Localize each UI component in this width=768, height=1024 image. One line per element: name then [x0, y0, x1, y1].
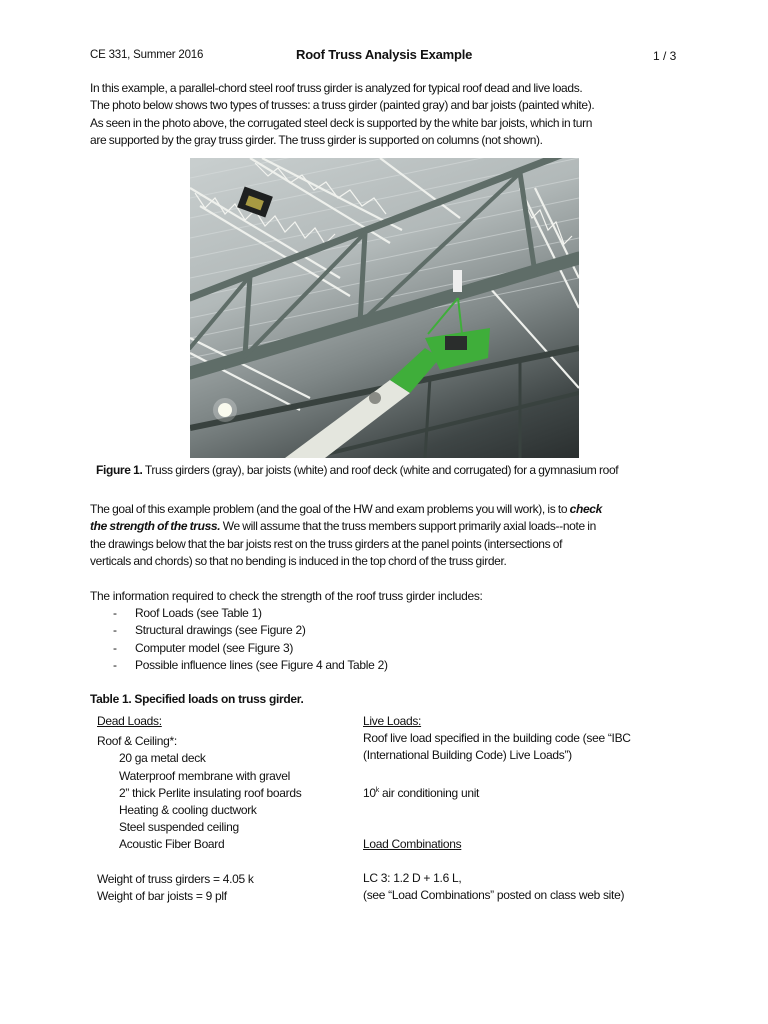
figure-1-photo: [190, 158, 579, 458]
list-item: - Possible influence lines (see Figure 4 and Table 2): [90, 657, 483, 674]
bullet-dash: -: [113, 657, 117, 672]
intro-paragraph: [90, 80, 594, 149]
dead-load-item: Acoustic Fiber Board: [119, 837, 225, 852]
dead-load-item: Steel suspended ceiling: [119, 820, 239, 835]
load-combinations-heading: Load Combinations: [363, 836, 462, 851]
joist-weight: Weight of bar joists = 9 plf: [97, 888, 227, 903]
dead-loads-heading: Dead Loads:: [97, 714, 162, 728]
caption-text: Truss girders (gray), bar joists (white) and roof deck (white and corrugated) for a gymnasium roof: [142, 463, 619, 477]
dead-load-item: 20 ga metal deck: [119, 751, 206, 766]
dead-loads-column: [97, 713, 301, 905]
bullet-dash: -: [113, 640, 117, 655]
goal-line-2: the strength of the truss. We will assume that the truss members support primarily axial loads--note in: [90, 519, 596, 534]
goal-line-1: The goal of this example problem (and the goal of the HW and exam problems you will work), is to check: [90, 502, 602, 516]
girder-weight: Weight of truss girders = 4.05 k: [97, 871, 254, 886]
ac-unit-load: 10$^k$ air conditioning unit: [363, 785, 480, 800]
intro-line: In this example, a parallel-chord steel roof truss girder is analyzed for typical roof dead and live loads.: [90, 81, 583, 95]
dead-load-item: Heating & cooling ductwork: [119, 803, 257, 818]
list-item: - Roof Loads (see Table 1): [90, 605, 483, 622]
dead-load-item: Waterproof membrane with gravel: [119, 768, 290, 783]
emphasis-strength: the strength of the truss.: [90, 519, 221, 534]
roof-ceiling-label: Roof & Ceiling*:: [97, 734, 177, 749]
page-title: Roof Truss Analysis Example: [296, 47, 473, 62]
combos-note: (see “Load Combinations” posted on class web site): [363, 888, 625, 903]
goal-line-4: verticals and chords) so that no bending is induced in the top chord of the truss girder.: [90, 553, 507, 568]
info-list: [90, 588, 483, 674]
table-1-title: Table 1. Specified loads on truss girder.: [90, 692, 304, 706]
dead-load-item: 2” thick Perlite insulating roof boards: [119, 785, 302, 800]
emphasis-check: check: [569, 502, 602, 516]
bullet-dash: -: [113, 606, 117, 621]
intro-line: are supported by the gray truss girder. The truss girder is supported on columns (not shown).: [90, 132, 543, 147]
roof-truss-illustration: [190, 158, 579, 458]
live-load-line-2: (International Building Code) Live Loads”): [363, 748, 572, 763]
info-intro: The information required to check the strength of the roof truss girder includes:: [90, 589, 483, 603]
goal-line-3: the drawings below that the bar joists rest on the truss girders at the panel points (intersections of: [90, 536, 563, 551]
intro-line: As seen in the photo above, the corrugated steel deck is supported by the white bar joists, which in turn: [90, 115, 593, 130]
lc3-formula: LC 3: 1.2 D + 1.6 L,: [363, 871, 462, 886]
intro-line: The photo below shows two types of trusses: a truss girder (painted gray) and bar joists (painted white).: [90, 98, 595, 113]
figure-1-caption: [96, 463, 618, 477]
goal-paragraph: [90, 501, 602, 570]
bullet-dash: -: [113, 623, 117, 638]
live-loads-column: [363, 713, 631, 904]
list-item: - Structural drawings (see Figure 2): [90, 622, 483, 639]
course-label: CE 331, Summer 2016: [90, 49, 204, 61]
list-item: - Computer model (see Figure 3): [90, 640, 483, 657]
live-loads-heading: Live Loads:: [363, 714, 422, 728]
page-number: 1 / 3: [653, 49, 677, 63]
live-load-line-1: Roof live load specified in the building code (see “IBC: [363, 731, 631, 746]
caption-label: Figure 1.: [96, 463, 143, 477]
